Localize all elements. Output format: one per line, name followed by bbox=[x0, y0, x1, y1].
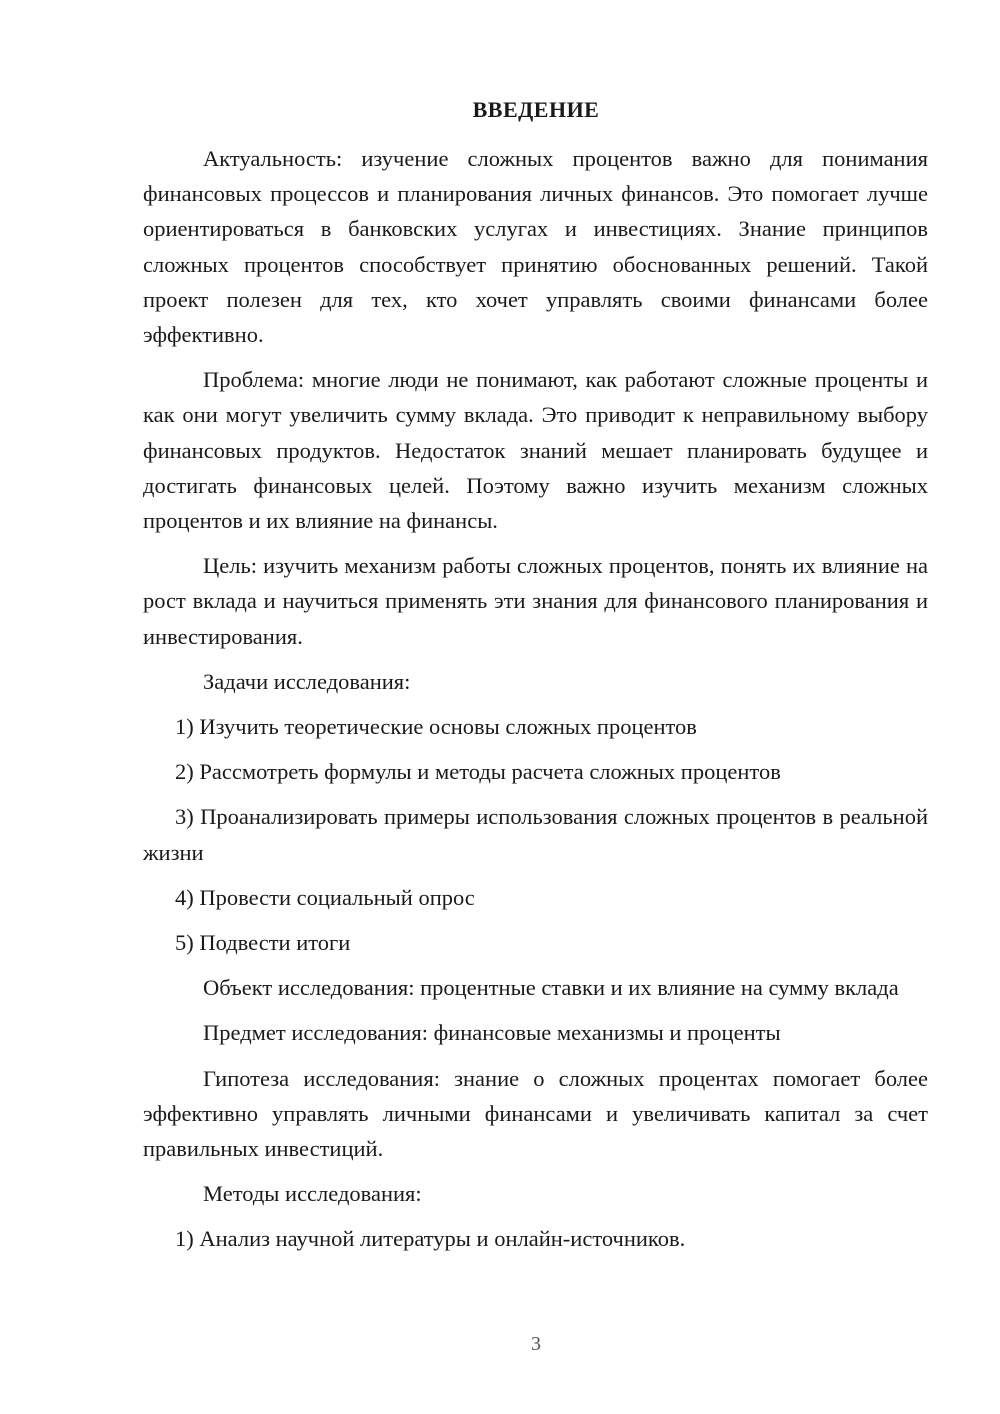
method-item: 1) Анализ научной литературы и онлайн-источников. bbox=[175, 1226, 686, 1252]
paragraph-relevance: Актуальность: изучение сложных процентов важно для понимания финансовых процессов и планирования личных финансов. Это помогает лучше ориентироваться в банковских услугах и инвестициях. Знание принципов сложных процентов способствует принятию обоснованных решений. Такой проект полезен для тех, кто хочет управлять своими финансами более эффективно. bbox=[143, 146, 928, 348]
page-title: ВВЕДЕНИЕ bbox=[472, 97, 600, 122]
paragraph-problem: Проблема: многие люди не понимают, как работают сложные проценты и как они могут увеличить сумму вклада. Это приводит к неправильному выбору финансовых продуктов. Недостаток знаний мешает планировать будущее и достигать финансовых целей. Поэтому важно изучить механизм сложных процентов и их влияние на финансы. bbox=[143, 367, 928, 534]
tasks-heading: Задачи исследования: bbox=[203, 668, 411, 694]
task-item: 1) Изучить теоретические основы сложных процентов bbox=[175, 714, 697, 740]
paragraph-subject: Предмет исследования: финансовые механизмы и проценты bbox=[203, 1020, 781, 1046]
paragraph-goal: Цель: изучить механизм работы сложных процентов, понять их влияние на рост вклада и научиться применять эти знания для финансового планирования и инвестирования. bbox=[143, 553, 928, 649]
paragraph-object: Объект исследования: процентные ставки и их влияние на сумму вклада bbox=[203, 975, 899, 1001]
task-item: 4) Провести социальный опрос bbox=[175, 884, 475, 910]
task-item: 3) Проанализировать примеры использования сложных процентов в реальной жизни bbox=[143, 804, 928, 865]
task-item: 2) Рассмотреть формулы и методы расчета сложных процентов bbox=[175, 759, 781, 785]
page-number: 3 bbox=[531, 1333, 541, 1355]
task-item: 5) Подвести итоги bbox=[175, 930, 351, 956]
paragraph-hypothesis: Гипотеза исследования: знание о сложных процентах помогает более эффективно управлять личными финансами и увеличивать капитал за счет правильных инвестиций. bbox=[143, 1065, 928, 1162]
document-body bbox=[143, 141, 928, 1267]
methods-heading: Методы исследования: bbox=[203, 1181, 422, 1207]
